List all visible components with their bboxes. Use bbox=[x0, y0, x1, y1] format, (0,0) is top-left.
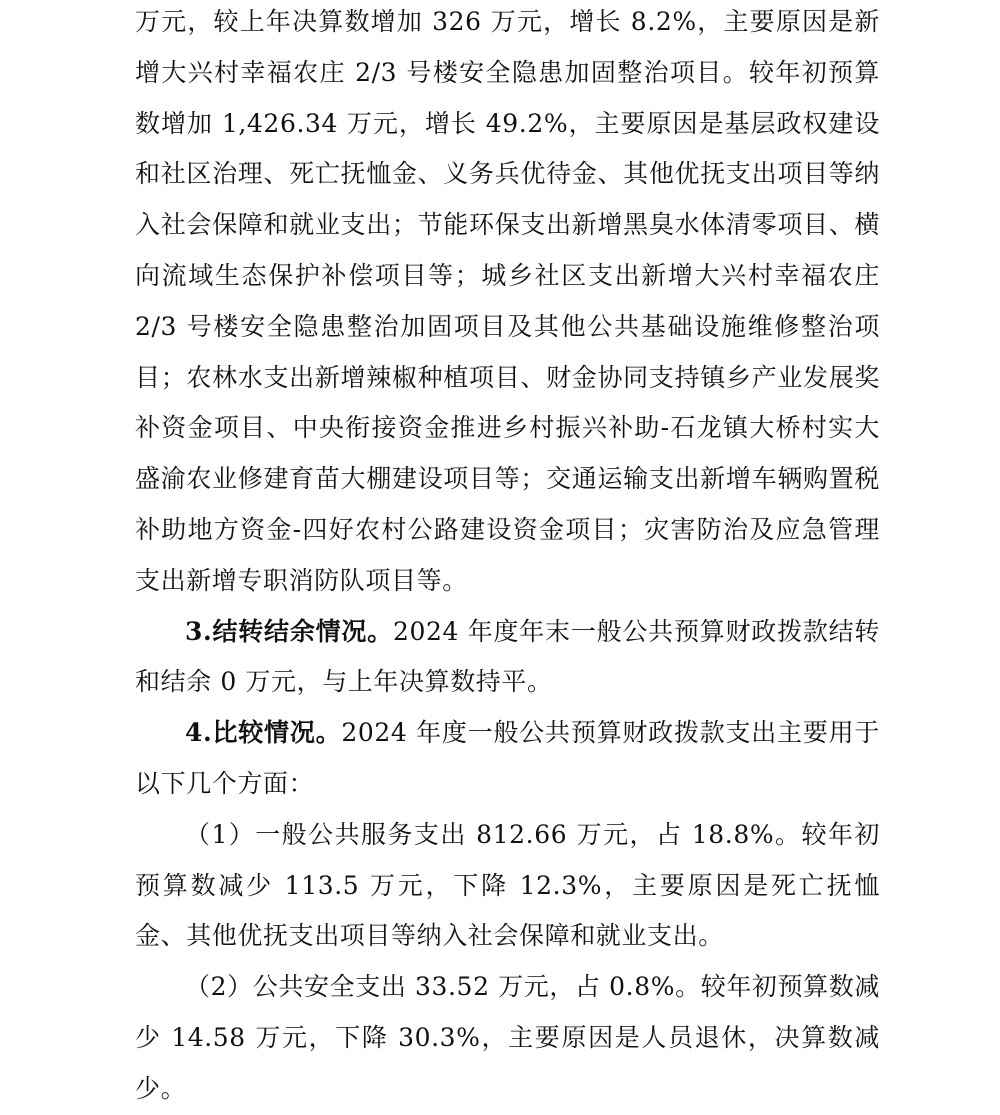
paragraph-text: （2）公共安全支出 33.52 万元，占 0.8%。较年初预算数减少 14.58 万元，下降 30.3%，主要原因是人员退休，决算数减少。 bbox=[135, 972, 880, 1103]
paragraph-general-public-services bbox=[135, 810, 880, 962]
paragraph-text: 万元，较上年决算数增加 326 万元，增长 8.2%，主要原因是新增大兴村幸福农庄 2/3 号楼安全隐患加固整治项目。较年初预算数增加 1,426.34 万元，增长 49.2%，主要原因是基层政权建设和社区治理、死亡抚恤金、义务兵优待金、其他优抚支出项目等纳入社会保障和就业支出；节能环保支出新增黑臭水体清零项目、横向流域生态保护补偿项目等；城乡社区支出新增大兴村幸福农庄 2/3 号楼安全隐患整治加固项目及其他公共基础设施维修整治项目；农林水支出新增辣椒种植项目、财金协同支持镇乡产业发展奖补资金项目、中央衔接资金推进乡村振兴补助-石龙镇大桥村实大盛渝农业修建育苗大棚建设项目等；交通运输支出新增车辆购置税补助地方资金-四好农村公路建设资金项目；灾害防治及应急管理支出新增专职消防队项目等。 bbox=[135, 7, 880, 595]
section-heading-comparison: 4.比较情况。 bbox=[185, 718, 342, 748]
document-page bbox=[135, 0, 880, 1115]
paragraph-text: 2024 年度一般公共预算财政拨款支出主要用于以下几个方面： bbox=[135, 718, 880, 798]
paragraph-text: 2024 年度年末一般公共预算财政拨款结转和结余 0 万元，与上年决算数持平。 bbox=[135, 616, 881, 697]
paragraph-carryover bbox=[135, 607, 880, 709]
section-heading-carryover: 3.结转结余情况。 bbox=[185, 616, 393, 646]
paragraph-public-safety bbox=[135, 962, 880, 1114]
paragraph-budget-increase bbox=[135, 0, 880, 607]
paragraph-text: （1）一般公共服务支出 812.66 万元，占 18.8%。较年初预算数减少 113.5 万元，下降 12.3%，主要原因是死亡抚恤金、其他优抚支出项目等纳入社会保障和就业支出。 bbox=[135, 819, 880, 951]
paragraph-comparison bbox=[135, 708, 880, 810]
